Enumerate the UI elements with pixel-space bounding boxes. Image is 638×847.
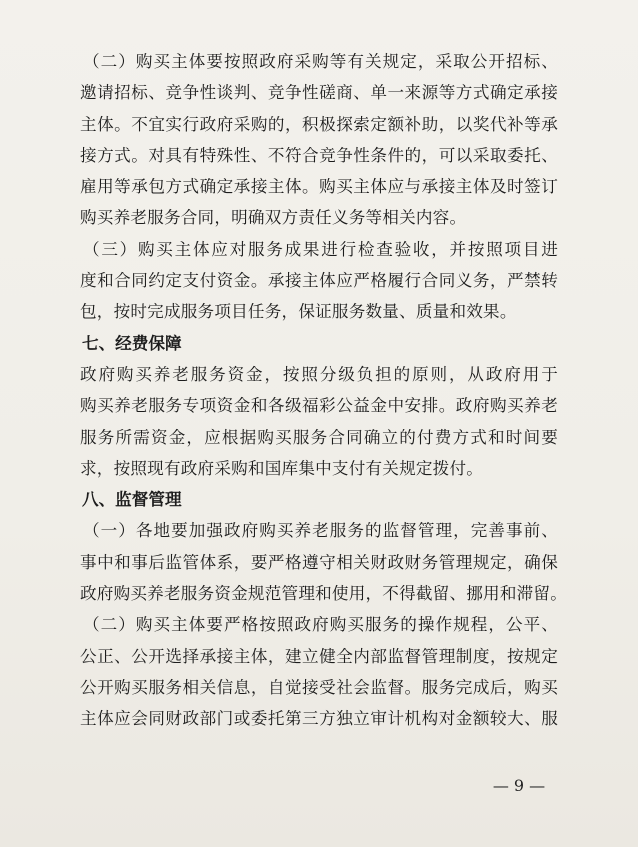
page-number: — 9 — — [492, 776, 546, 795]
body-line: （二）购买主体要按照政府采购等有关规定，采取公开招标、 — [83, 52, 558, 71]
document-body — [80, 46, 568, 735]
section-heading-funding: 七、经费保障 — [82, 333, 182, 353]
section-heading-supervision: 八、监督管理 — [82, 490, 182, 510]
body-line: 邀请招标、竞争性谈判、竞争性磋商、单一来源等方式确定承接 — [80, 83, 558, 103]
body-line: 公正、公开选择承接主体，建立健全内部监督管理制度，按规定 — [80, 646, 558, 666]
body-line: （三）购买主体应对服务成果进行检查验收，并按照项目进 — [83, 239, 558, 259]
body-line: 政府购买养老服务资金，按照分级负担的原则，从政府用于 — [80, 364, 558, 384]
body-line: 政府购买养老服务资金规范管理和使用，不得截留、挪用和滞留。 — [80, 584, 568, 604]
body-line: 公开购买服务相关信息，自觉接受社会监督。服务完成后，购买 — [80, 677, 558, 697]
body-line: 主体应会同财政部门或委托第三方独立审计机构对金额较大、服 — [80, 709, 558, 729]
body-line: （二）购买主体要严格按照政府购买服务的操作规程，公平、 — [83, 615, 558, 635]
body-line: 求，按照现有政府采购和国库集中支付有关规定拨付。 — [80, 458, 484, 478]
body-line: 事中和事后监管体系，要严格遵守相关财政财务管理规定，确保 — [80, 552, 558, 572]
body-line: 服务所需资金，应根据购买服务合同确立的付费方式和时间要 — [80, 427, 558, 447]
body-line: 主体。不宜实行政府采购的，积极探索定额补助，以奖代补等承 — [80, 114, 558, 134]
body-line: 购买养老服务合同，明确双方责任义务等相关内容。 — [80, 208, 467, 228]
body-line: 接方式。对具有特殊性、不符合竞争性条件的，可以采取委托、 — [80, 145, 558, 165]
body-line: 购买养老服务专项资金和各级福彩公益金中安排。政府购买养老 — [80, 396, 558, 416]
body-line: 度和合同约定支付资金。承接主体应严格履行合同义务，严禁转 — [80, 271, 558, 291]
body-line: （一）各地要加强政府购买养老服务的监督管理，完善事前、 — [83, 521, 558, 541]
body-line: 雇用等承包方式确定承接主体。购买主体应与承接主体及时签订 — [80, 177, 558, 197]
body-line: 包，按时完成服务项目任务，保证服务数量、质量和效果。 — [80, 302, 517, 322]
